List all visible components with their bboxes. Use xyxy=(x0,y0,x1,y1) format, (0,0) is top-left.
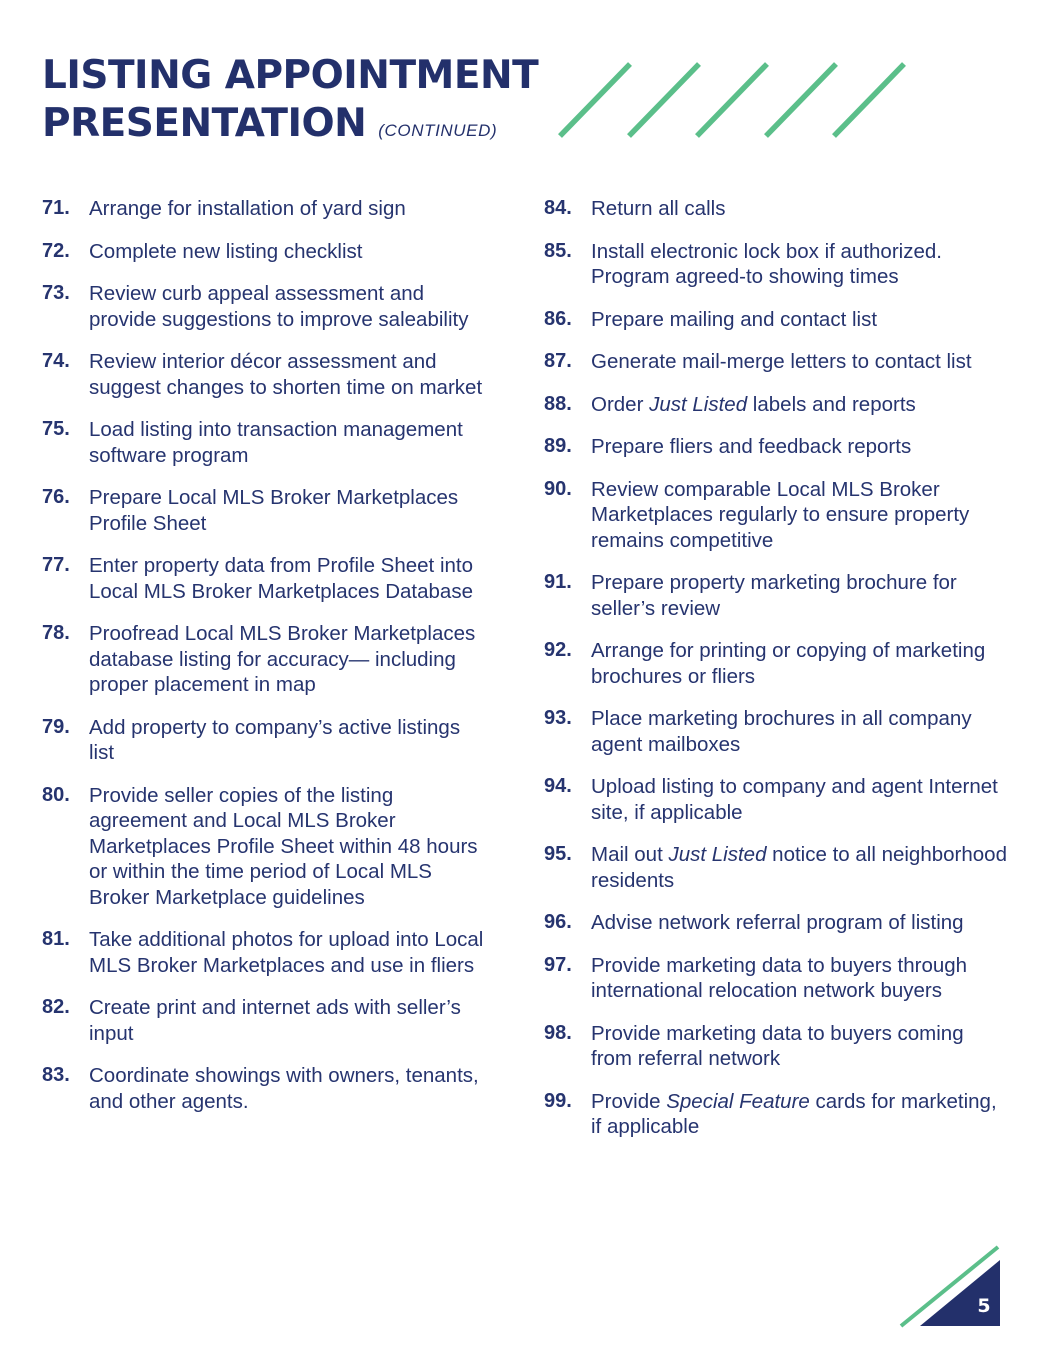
item-number: 72. xyxy=(42,239,70,262)
checklist-item xyxy=(42,621,487,698)
checklist-right-column xyxy=(544,196,1009,1157)
item-text: Coordinate showings with owners, tenants, and other agents. xyxy=(89,1064,479,1113)
item-number: 71. xyxy=(42,197,70,219)
item-number: 75. xyxy=(42,418,70,440)
checklist-item xyxy=(42,417,487,468)
item-text: Create print and internet ads with seller’s input xyxy=(89,996,461,1045)
item-text-emphasis: Just Listed xyxy=(649,392,748,416)
title-line-2: PRESENTATION xyxy=(42,101,367,146)
checklist-item xyxy=(544,706,1009,757)
decorative-stripes xyxy=(555,58,915,142)
checklist-item xyxy=(544,392,1009,418)
checklist-item xyxy=(544,842,1009,893)
checklist-item xyxy=(42,281,487,332)
checklist-item xyxy=(42,927,487,978)
item-number: 89. xyxy=(544,435,572,457)
item-text: Provide marketing data to buyers through international relocation network buyers xyxy=(591,953,968,1002)
item-text-part: Order xyxy=(591,392,650,416)
item-number: 79. xyxy=(42,715,70,738)
item-number: 86. xyxy=(544,307,572,330)
item-text: Prepare Local MLS Broker Marketplaces Profile Sheet xyxy=(89,486,459,535)
checklist-item xyxy=(42,995,487,1046)
checklist-item xyxy=(42,485,487,536)
item-text: Load listing into transaction management software program xyxy=(89,418,463,467)
item-number: 91. xyxy=(544,571,572,593)
item-text-part: labels and reports xyxy=(747,392,916,416)
item-text-part: Mail out xyxy=(591,843,669,866)
checklist-item xyxy=(544,196,1009,222)
item-text: Prepare fliers and feedback reports xyxy=(591,435,912,458)
item-number: 94. xyxy=(544,775,572,797)
item-text: Prepare mailing and contact list xyxy=(591,307,878,331)
checklist-item xyxy=(544,349,1009,375)
checklist-item xyxy=(544,774,1009,825)
checklist-item xyxy=(42,239,487,265)
item-text: Arrange for printing or copying of marketing brochures or fliers xyxy=(591,639,986,688)
checklist-item xyxy=(42,715,487,766)
item-number: 76. xyxy=(42,486,70,508)
checklist-left-column xyxy=(42,196,487,1131)
checklist-item xyxy=(544,239,1009,290)
checklist-item xyxy=(42,1063,487,1114)
item-text-part: Provide xyxy=(591,1089,667,1113)
item-text: Provide seller copies of the listing agreement and Local MLS Broker Marketplaces Profile Sheet within 48 hours or within the time period of Local MLS Broker Marketplace guidelines xyxy=(89,783,478,909)
item-number: 92. xyxy=(544,639,572,661)
item-number: 74. xyxy=(42,350,70,372)
item-number: 90. xyxy=(544,477,572,500)
item-number: 83. xyxy=(42,1064,70,1086)
item-number: 77. xyxy=(42,554,70,576)
item-text: Advise network referral program of listing xyxy=(591,911,964,934)
item-number: 95. xyxy=(544,843,572,865)
continued-label: (CONTINUED) xyxy=(378,121,498,140)
item-text: Install electronic lock box if authorized. Program agreed-to showing times xyxy=(591,239,942,288)
checklist-item xyxy=(544,477,1009,554)
item-number: 80. xyxy=(42,783,70,806)
item-text xyxy=(591,392,1009,418)
item-number: 97. xyxy=(544,953,572,976)
item-text xyxy=(591,842,1009,893)
item-number: 87. xyxy=(544,350,572,372)
item-text-emphasis: Just Listed xyxy=(668,843,767,866)
item-text: Upload listing to company and agent Internet site, if applicable xyxy=(591,775,998,824)
item-text-part: notice to all neighborhood residents xyxy=(591,843,1007,892)
item-text: Enter property data from Profile Sheet into Local MLS Broker Marketplaces Database xyxy=(89,554,474,603)
item-number: 93. xyxy=(544,707,572,729)
item-number: 84. xyxy=(544,197,572,219)
item-text: Provide marketing data to buyers coming from referral network xyxy=(591,1021,964,1070)
item-number: 78. xyxy=(42,622,70,644)
item-text: Review curb appeal assessment and provide suggestions to improve saleability xyxy=(89,282,469,331)
checklist-item xyxy=(544,434,1009,460)
checklist-item xyxy=(544,910,1009,936)
item-number: 96. xyxy=(544,911,572,933)
checklist-item xyxy=(544,570,1009,621)
checklist-item xyxy=(544,953,1009,1004)
item-text: Prepare property marketing brochure for seller’s review xyxy=(591,571,957,620)
item-number: 99. xyxy=(544,1089,572,1112)
item-text: Return all calls xyxy=(591,197,726,220)
item-text: Add property to company’s active listings list xyxy=(89,715,461,764)
item-text: Arrange for installation of yard sign xyxy=(89,197,406,220)
checklist-item xyxy=(544,1089,1009,1140)
page-number: 5 xyxy=(977,1295,991,1317)
checklist-item xyxy=(42,349,487,400)
item-number: 82. xyxy=(42,996,70,1018)
checklist-item xyxy=(544,638,1009,689)
checklist-item xyxy=(42,553,487,604)
item-text-emphasis: Special Feature xyxy=(666,1089,810,1113)
checklist-item xyxy=(544,1021,1009,1072)
title-line-1: LISTING APPOINTMENT xyxy=(42,53,539,98)
checklist-item xyxy=(42,196,487,222)
item-number: 85. xyxy=(544,239,572,262)
item-text: Complete new listing checklist xyxy=(89,239,363,263)
item-number: 98. xyxy=(544,1021,572,1044)
item-text-part: cards for marketing, if applicable xyxy=(591,1089,997,1138)
item-number: 81. xyxy=(42,928,70,950)
item-text: Proofread Local MLS Broker Marketplaces database listing for accuracy— including proper placement in map xyxy=(89,622,476,696)
item-number: 88. xyxy=(544,392,572,415)
item-text: Review comparable Local MLS Broker Marketplaces regularly to ensure property remains competitive xyxy=(591,477,970,552)
item-text xyxy=(591,1089,1009,1140)
item-text: Take additional photos for upload into Local MLS Broker Marketplaces and use in fliers xyxy=(89,928,484,977)
page-title xyxy=(42,52,538,155)
checklist-item xyxy=(544,307,1009,333)
item-text: Place marketing brochures in all company agent mailboxes xyxy=(591,707,972,756)
checklist-item xyxy=(42,783,487,911)
item-text: Review interior décor assessment and suggest changes to shorten time on market xyxy=(89,350,483,399)
item-text: Generate mail-merge letters to contact list xyxy=(591,350,972,373)
item-number: 73. xyxy=(42,282,70,304)
